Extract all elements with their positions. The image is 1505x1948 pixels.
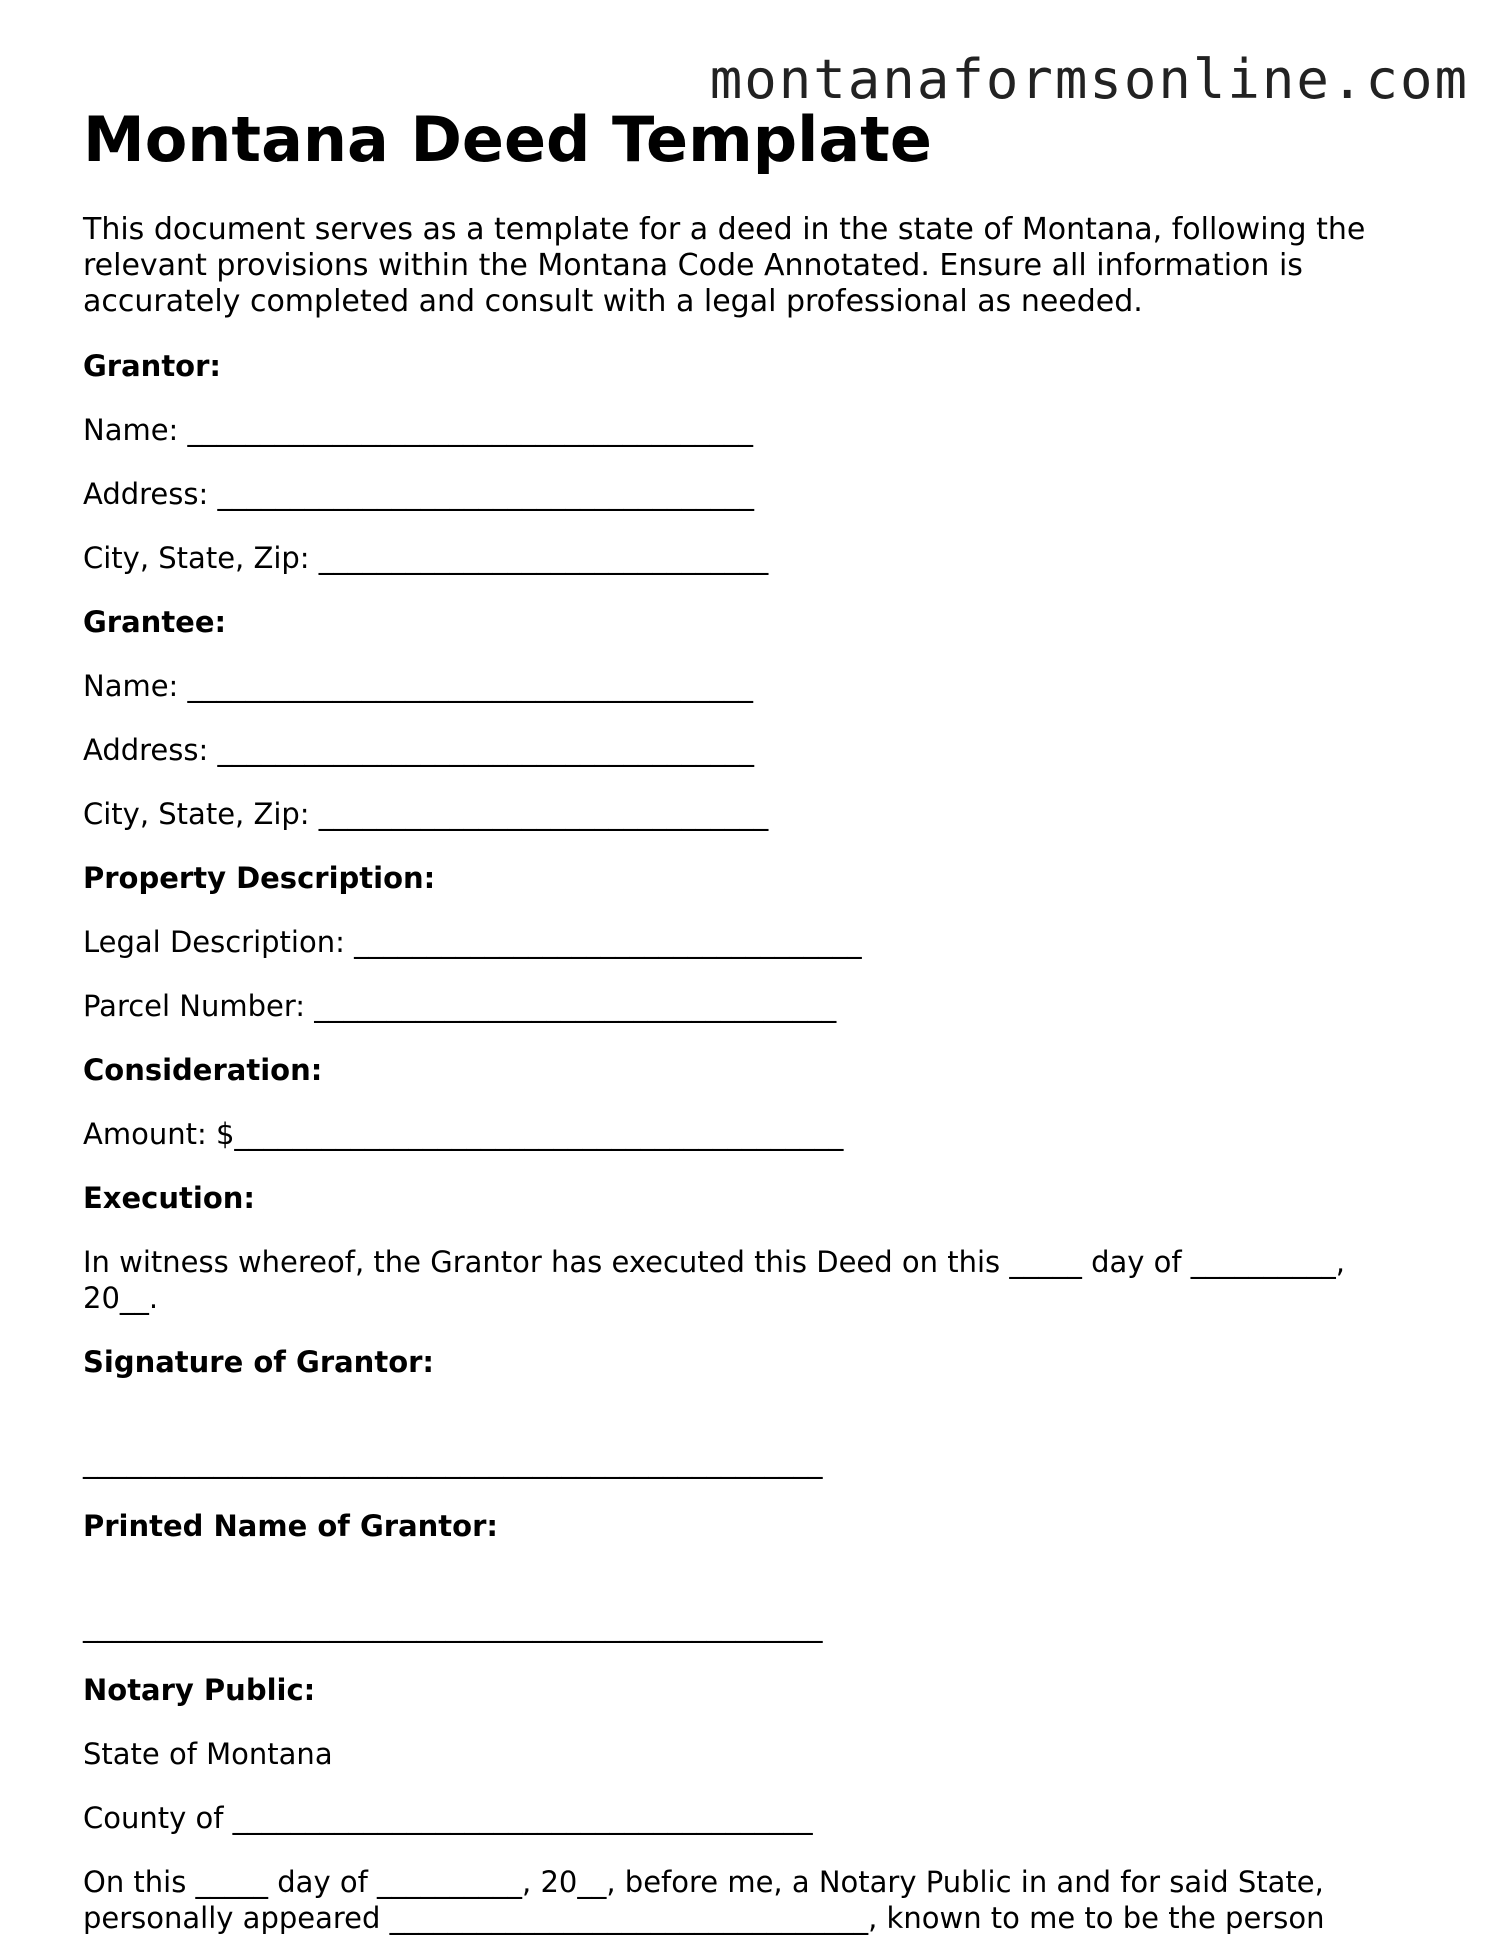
printed-name-heading: Printed Name of Grantor:: [83, 1509, 498, 1543]
grantor-name-field[interactable]: Name: _______________________________________: [83, 413, 754, 447]
notary-paragraph: On this _____ day of __________, 20__, before me, a Notary Public in and for said State, personally appeared _________________________________, known to me to be the person: [83, 1865, 1325, 1935]
grantee-name-field[interactable]: Name: _______________________________________: [83, 669, 754, 703]
execution-paragraph: In witness whereof, the Grantor has executed this Deed on this _____ day of __________, 20__.: [83, 1245, 1346, 1315]
grantor-address-field[interactable]: Address: _____________________________________: [83, 477, 754, 511]
amount-field[interactable]: Amount: $__________________________________________: [83, 1117, 844, 1151]
grantee-city-state-zip-field[interactable]: City, State, Zip: _______________________________: [83, 797, 769, 831]
consideration-heading: Consideration:: [83, 1053, 323, 1087]
legal-description-field[interactable]: Legal Description: ___________________________________: [83, 925, 862, 959]
execution-heading: Execution:: [83, 1181, 255, 1215]
parcel-number-field[interactable]: Parcel Number: ____________________________________: [83, 989, 837, 1023]
grantee-heading: Grantee:: [83, 605, 227, 639]
notary-heading: Notary Public:: [83, 1673, 316, 1707]
grantor-heading: Grantor:: [83, 349, 222, 383]
property-description-heading: Property Description:: [83, 861, 436, 895]
signature-line[interactable]: ___________________________________________________: [83, 1445, 823, 1479]
notary-county-field[interactable]: County of ________________________________________: [83, 1801, 813, 1835]
signature-heading: Signature of Grantor:: [83, 1345, 435, 1379]
grantor-city-state-zip-field[interactable]: City, State, Zip: _______________________________: [83, 541, 769, 575]
watermark: montanaformsonline.com: [709, 48, 1469, 111]
notary-state: State of Montana: [83, 1737, 333, 1771]
printed-name-line[interactable]: ___________________________________________________: [83, 1609, 823, 1643]
intro-paragraph: This document serves as a template for a deed in the state of Montana, following the relevant provisions within the Montana Code Annotated. Ensure all information is accurately completed and consult with a legal professional as needed.: [83, 212, 1366, 319]
page-title: Montana Deed Template: [83, 103, 932, 176]
document-page: [83, 103, 1423, 1936]
grantee-address-field[interactable]: Address: _____________________________________: [83, 733, 754, 767]
